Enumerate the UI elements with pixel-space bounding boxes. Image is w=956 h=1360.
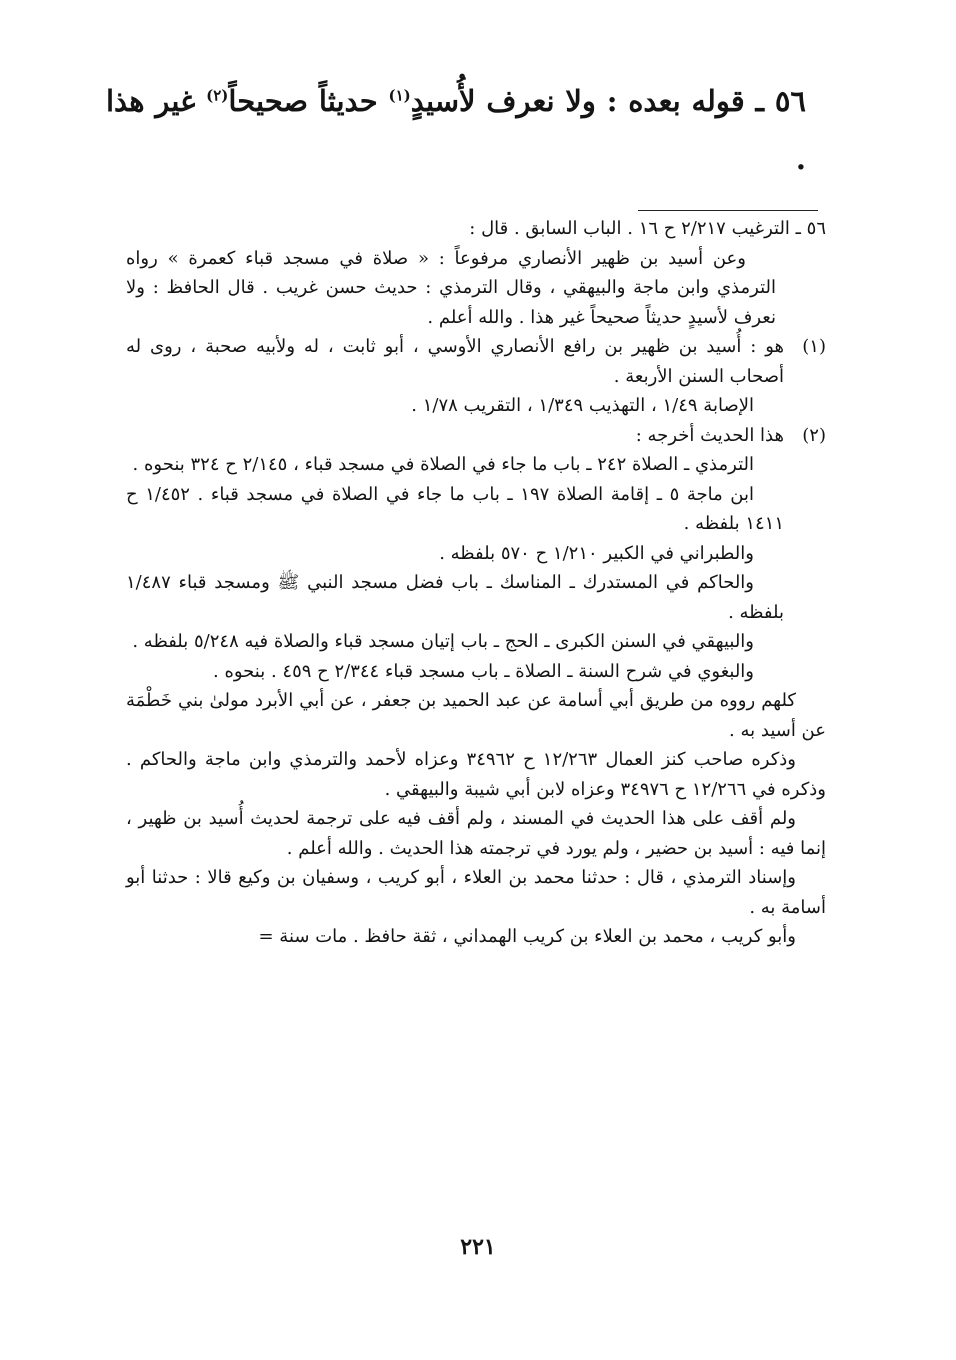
footnote-2-marker: (٢) xyxy=(802,424,826,446)
source-hakim: والحاكم في المستدرك ـ المناسك ـ باب فضل مسجد النبي ﷺ ومسجد قباء ١/٤٨٧ بلفظه . xyxy=(126,572,784,623)
abu-kurayb-note: وأبو كريب ، محمد بن العلاء بن كريب الهمداني ، ثقة حافظ . مات سنة = xyxy=(258,926,796,947)
musnad-note: ولم أقف على هذا الحديث في المسند ، ولم أقف فيه على ترجمة لحديث أُسيد بن ظهير ، إنما فيه : أسيد بن حضير ، ولم يورد في ترجمته هذا الحديث . والله أعلم . xyxy=(126,808,826,859)
source-tirmidhi: الترمذي ـ الصلاة ٢٤٢ ـ باب ما جاء في الصلاة في مسجد قباء ، ٢/١٤٥ ح ٣٢٤ بنحوه . xyxy=(132,454,754,475)
main-text-part-2: حديثاً صحيحاً xyxy=(228,84,389,118)
note-56-head: ٥٦ ـ الترغيب ٢/٢١٧ ح ١٦ . الباب السابق . قال : xyxy=(469,218,826,239)
isnad-note: وإسناد الترمذي ، قال : حدثنا محمد بن العلاء ، أبو كريب ، وسفيان بن وكيع قالا : حدثنا أبو أسامة به . xyxy=(126,867,826,918)
footnote-ref-2: (٢) xyxy=(206,86,229,105)
footnote-1-marker: (١) xyxy=(802,336,826,357)
main-paragraph xyxy=(106,72,806,188)
kanz-note: وذكره صاحب كنز العمال ١٢/٢٦٣ ح ٣٤٩٦٢ وعزاه لأحمد والترمذي وابن ماجة والحاكم . وذكره في ١٢/٢٦٦ ح ٣٤٩٧٦ وعزاه لابن أبي شيبة والبيهقي . xyxy=(126,749,826,800)
source-tabarani: والطبراني في الكبير ١/٢١٠ ح ٥٧٠ بلفظه . xyxy=(439,542,754,564)
source-bayhaqi: والبيهقي في السنن الكبرى ـ الحج ـ باب إتيان مسجد قباء والصلاة فيه ٥/٢٤٨ بلفظه . xyxy=(132,631,754,652)
footnote-1-text: هو : أُسيد بن ظهير بن رافع الأنصاري الأوسي ، أبو ثابت ، له ولأبيه صحبة ، روى له أصحاب السنن الأربعة . xyxy=(126,336,784,387)
main-text-part-3: غير هذا . xyxy=(106,84,806,176)
footnote-divider xyxy=(638,210,818,211)
source-ibn-majah: ابن ماجة ٥ ـ إقامة الصلاة ١٩٧ ـ باب ما جاء في الصلاة في مسجد قباء . ١/٤٥٢ ح ١٤١١ بلفظه . xyxy=(126,483,784,534)
footnote-ref-1: (١) xyxy=(388,86,411,105)
chain-note: كلهم رووه من طريق أبي أسامة عن عبد الحميد بن جعفر ، عن أبي الأبرد مولىٰ بني خَطْمَة عن أسيد به . xyxy=(126,690,826,741)
page-number: ٢٢١ xyxy=(460,1234,496,1260)
source-baghawi: والبغوي في شرح السنة ـ الصلاة ـ باب مسجد قباء ٢/٣٤٤ ح ٤٥٩ . بنحوه . xyxy=(213,660,754,682)
footnote-2 xyxy=(126,421,826,687)
note-56-body: وعن أسيد بن ظهير الأنصاري مرفوعاً : « صلاة في مسجد قباء كعمرة » رواه الترمذي وابن ماجة والبيهقي ، وقال الترمذي : حديث حسن غريب . قال الحافظ : ولا نعرف لأسيدٍ حديثاً صحيحاً غير هذا . والله أعلم . xyxy=(126,247,776,328)
footnote-1-refs: الإصابة ١/٤٩ ، التهذيب ١/٣٤٩ ، التقريب ١/٧٨ . xyxy=(411,395,754,416)
main-text-part-1: ٥٦ ـ قوله بعده : ولا نعرف لأُسيدٍ xyxy=(410,84,807,118)
footnote-2-intro: هذا الحديث أخرجه : xyxy=(635,424,784,446)
footnote-1 xyxy=(126,332,826,421)
footnotes-section xyxy=(126,214,826,952)
